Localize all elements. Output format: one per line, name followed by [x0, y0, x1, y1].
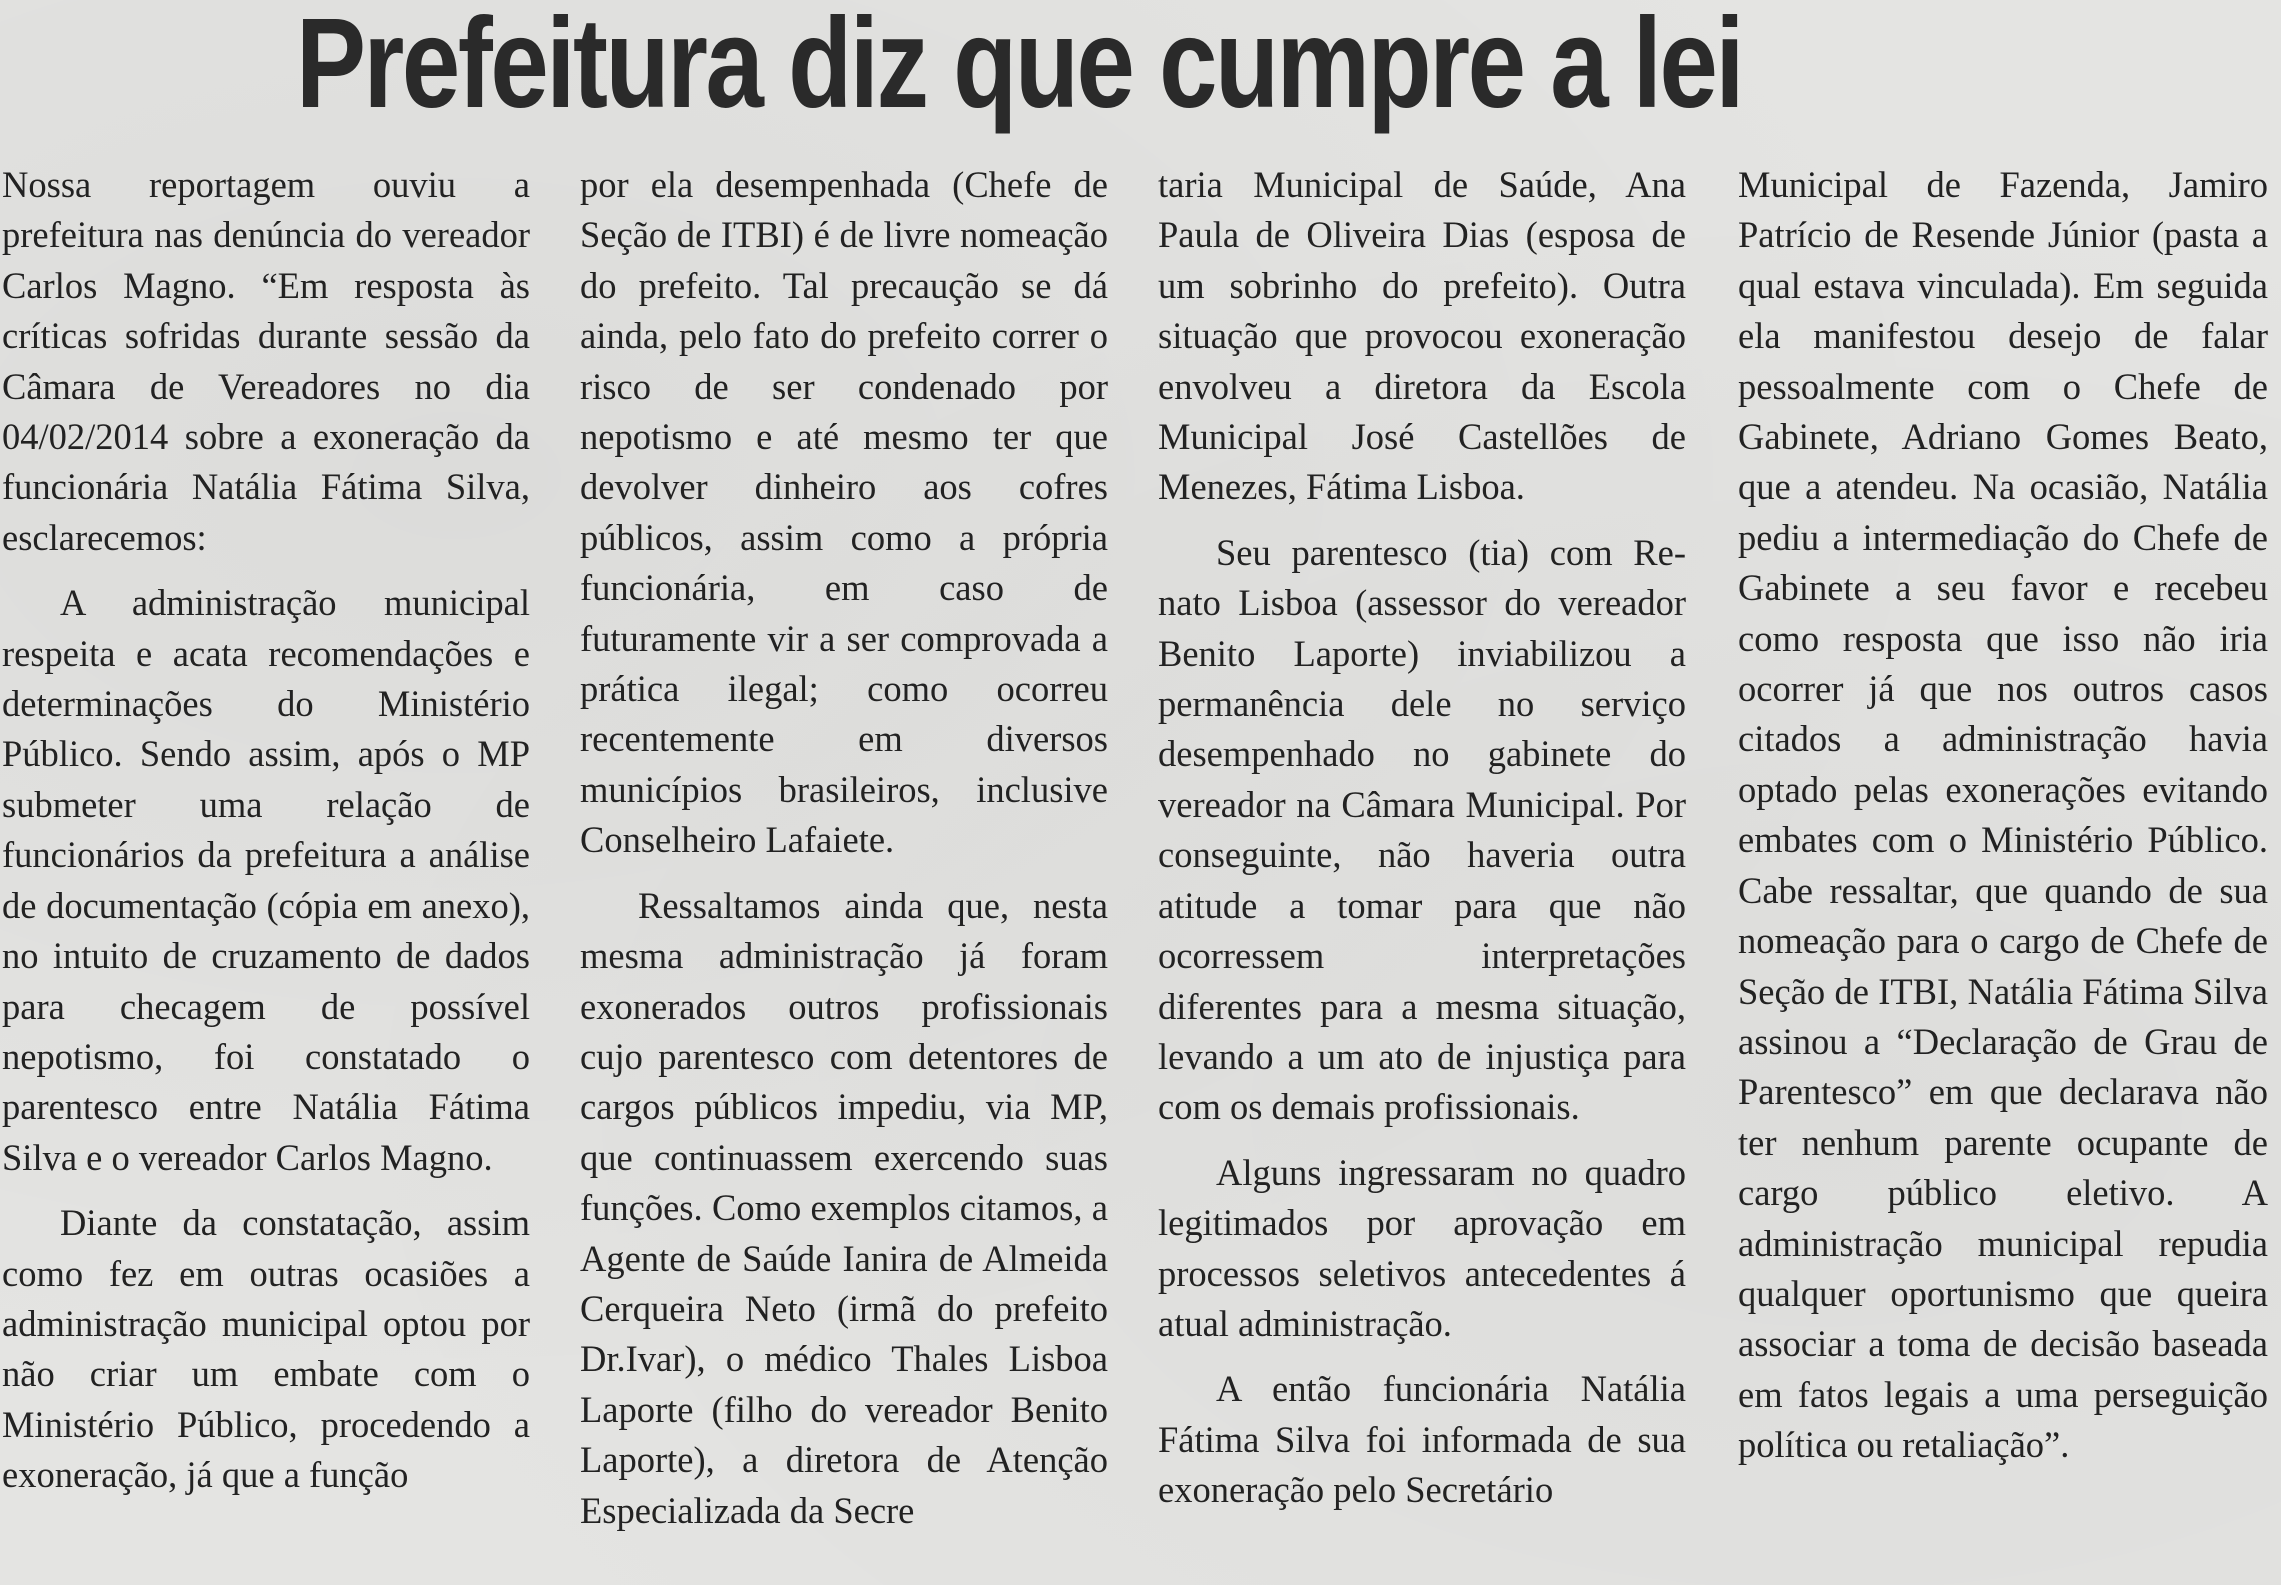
paragraph: Municipal de Fazenda, Jamiro Patrício de Resende Júnior (pasta a qual estava vinculada). Em seguida ela manifestou desejo de falar pessoalmente com o Chefe de Gabinete, Adriano Gomes Beato, que a atendeu. Na ocasião, Natália pediu a intermediação do Chefe de Gabinete a seu favor e recebeu como resposta que isso não iria ocorrer já que nos outros casos citados a administração havia optado pelas exonerações evitando embates com o Ministério Público. Cabe ressaltar, que quando de sua nomeação para o cargo de Chefe de Seção de ITBI, Natália Fátima Silva assinou a “Declaração de Grau de Parentesco” em que declarava não ter nenhum parente ocupante de cargo público eletivo. A administração municipal repudia qualquer oportunismo que queira associar a toma de decisão baseada em fatos legais a uma perseguição política ou retaliação”. [1738, 164, 2268, 1466]
paragraph: Seu parentesco (tia) com Renato Lisboa (assessor do vereador Benito Laporte) inviabilizou a permanência dele no serviço desempenhado no gabinete do vereador na Câmara Municipal. Por conseguinte, não haveria outra atitude a tomar para que não ocorressem interpretações diferentes para a mesma situação, levando a um ato de injustiça para com os demais profissionais. [1158, 531, 1686, 1128]
article-column-1 [2, 160, 530, 1501]
headline: Prefeitura diz que cumpre a lei [296, 0, 1743, 135]
article-column-3 [1158, 160, 1686, 1516]
article-column-4 [1738, 160, 2268, 1471]
paragraph: A administração municipal respeita e acata recomendações e determinações do Ministério Público. Sendo assim, após o MP submeter uma relação de funcionários da prefeitura a análise de documentação (cópia em anexo), no intuito de cruzamento de dados para checagem de possível nepotismo, foi constatado o parentesco entre Natália Fátima Silva e o vereador Carlos Magno. [2, 582, 530, 1178]
article-column-2 [580, 160, 1108, 1536]
bleed-through-text [0, 0, 300, 140]
paragraph: por ela desempenhada (Chefe de Seção de ITBI) é de livre nomeação do prefeito. Tal precaução se dá ainda, pelo fato do prefeito correr o risco de ser condenado por nepotismo e até mesmo ter que devolver dinheiro aos cofres públicos, assim como a própria funcionária, em caso de futuramente vir a ser comprovada a prática ilegal; como ocorreu recentemente em diversos municípios brasileiros, inclusive Conselheiro Lafaiete. [580, 164, 1108, 861]
paragraph: Diante da constatação, assim como fez em outras ocasiões a administração municipal optou por não criar um embate com o Ministério Público, procedendo a exoneração, já que a função [2, 1202, 530, 1496]
paragraph: Nossa reportagem ouviu a prefeitura nas denúncia do vereador Carlos Magno. “Em resposta às críticas sofridas durante sessão da Câmara de Vereadores no dia 04/02/2014 sobre a exoneração da funcionária Natália Fátima Silva, esclarecemos: [2, 164, 530, 558]
paragraph: Ressaltamos ainda que, nesta mesma administração já foram exonerados outros profissionais cujo parentesco com detentores de cargos públicos impediu, via MP, que continuassem exercendo suas funções. Como exemplos citamos, a Agente de Saúde Ianira de Almeida Cerqueira Neto (irmã do prefeito Dr.Ivar), o médico Thales Lisboa Laporte (filho do vereador Benito Laporte), a diretora de Atenção Especializada da Secre [580, 884, 1108, 1531]
paragraph: A então funcionária Natália Fátima Silva foi informada de sua exoneração pelo Secretário [1158, 1368, 1686, 1511]
paragraph: taria Municipal de Saúde, Ana Paula de Oliveira Dias (esposa de um sobrinho do prefeito). Outra situação que provocou exoneração envolveu a diretora da Escola Municipal José Castellões de Menezes, Fátima Lisboa. [1158, 164, 1686, 508]
paragraph: Alguns ingressaram no quadro legitimados por aprovação em processos seletivos antecedentes á atual administração. [1158, 1151, 1686, 1344]
